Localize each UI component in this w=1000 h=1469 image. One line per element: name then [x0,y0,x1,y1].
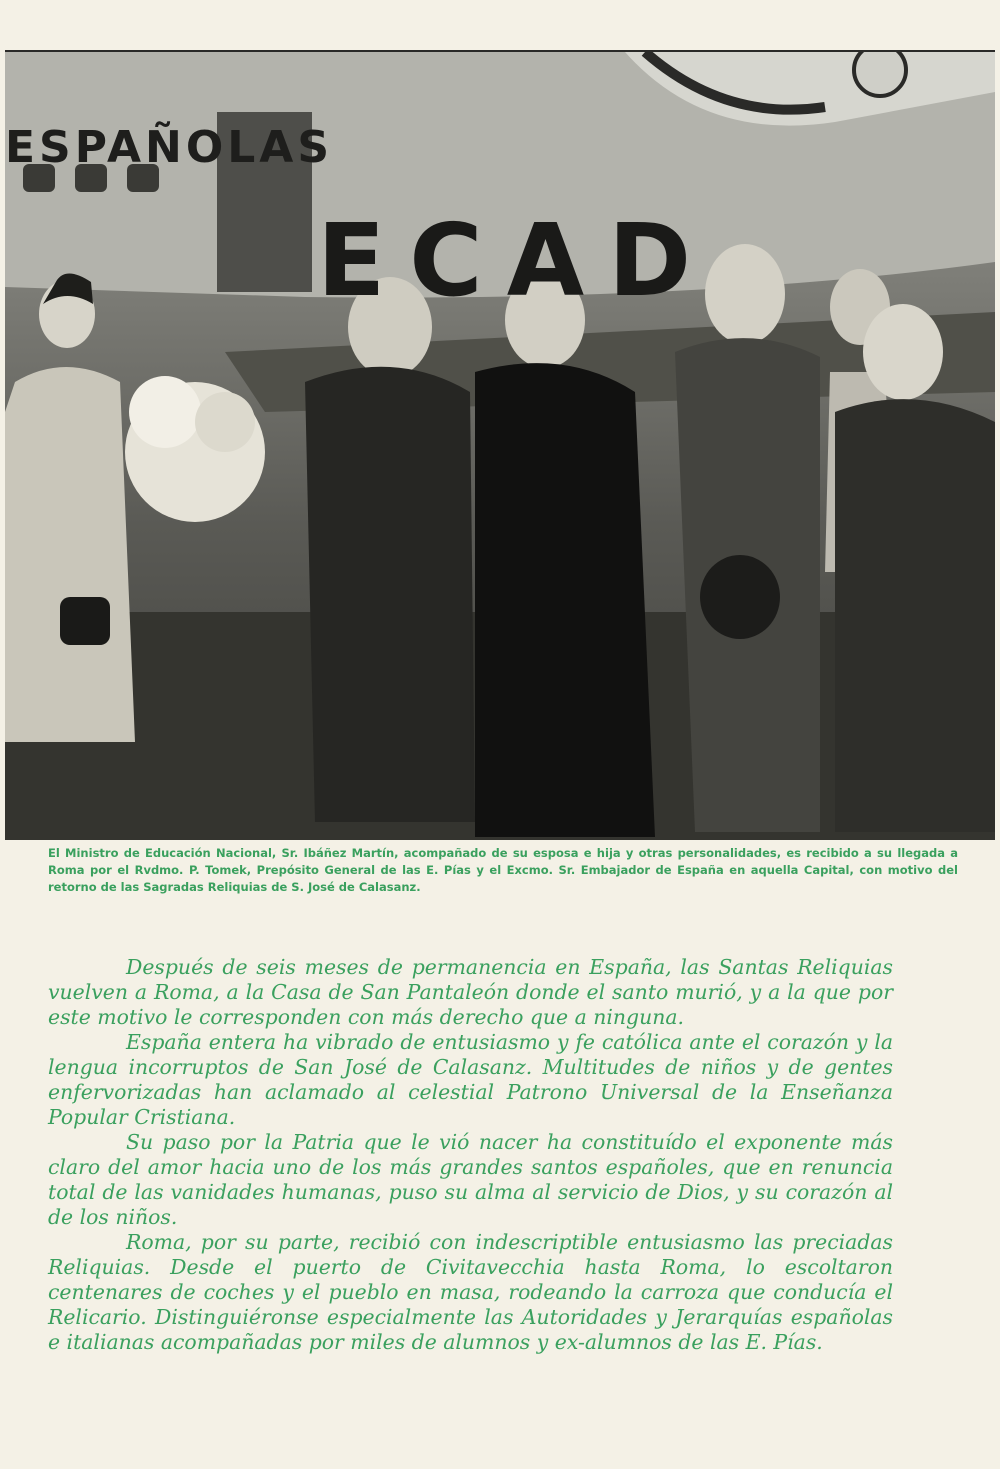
woman-left [5,273,135,742]
photograph [5,50,995,840]
bouquet [125,376,265,522]
article-body [48,955,893,1355]
paragraph-2: España entera ha vibrado de entusiasmo y fe católica ante el corazón y la lengua incorruptos de San José de Calasanz. Multitudes de niños y de gentes enfervorizadas han aclamado al celestial Patrono Universal de la Enseñanza Popular Cristiana. [48,1030,893,1129]
paragraph-4: Roma, por su parte, recibió con indescriptible entusiasmo las preciadas Reliquias. Desde el puerto de Civitavecchia hasta Roma, lo escoltaron centenares de coches y el pueblo en masa, rodeando la carroza que conducía el Relicario. Distinguiéronse especialmente las Autoridades y Jerarquías españolas e italianas acompañadas por miles de alumnos y ex-alumnos de las E. Pías. [48,1230,893,1354]
plane-registration: ECAD [317,202,716,319]
fuselage-lettering: ESPAÑOLAS [5,122,334,173]
paragraph-3: Su paso por la Patria que le vió nacer ha constituído el exponente más claro del amor hacia uno de los más grandes santos españoles, que en renuncia total de las vanidades humanas, puso su alma al servicio de Dios, y su corazón al de los niños. [48,1130,893,1229]
photo-caption: El Ministro de Educación Nacional, Sr. Ibáñez Martín, acompañado de su esposa e hija y otras personalidades, es recibido a su llegada a Roma por el Rvdmo. P. Tomek, Prepósito General de las E. Pías y el Excmo. Sr. Embajador de España en aquella Capital, con motivo del retorno de las Sagradas Reliquias de S. José de Calasanz. [48,846,958,894]
paragraph-1: Después de seis meses de permanencia en España, las Santas Reliquias vuelven a Roma, a la Casa de San Pantaleón donde el santo murió, y a la que por este motivo le corresponden con más derecho que a ninguna. [48,955,893,1029]
